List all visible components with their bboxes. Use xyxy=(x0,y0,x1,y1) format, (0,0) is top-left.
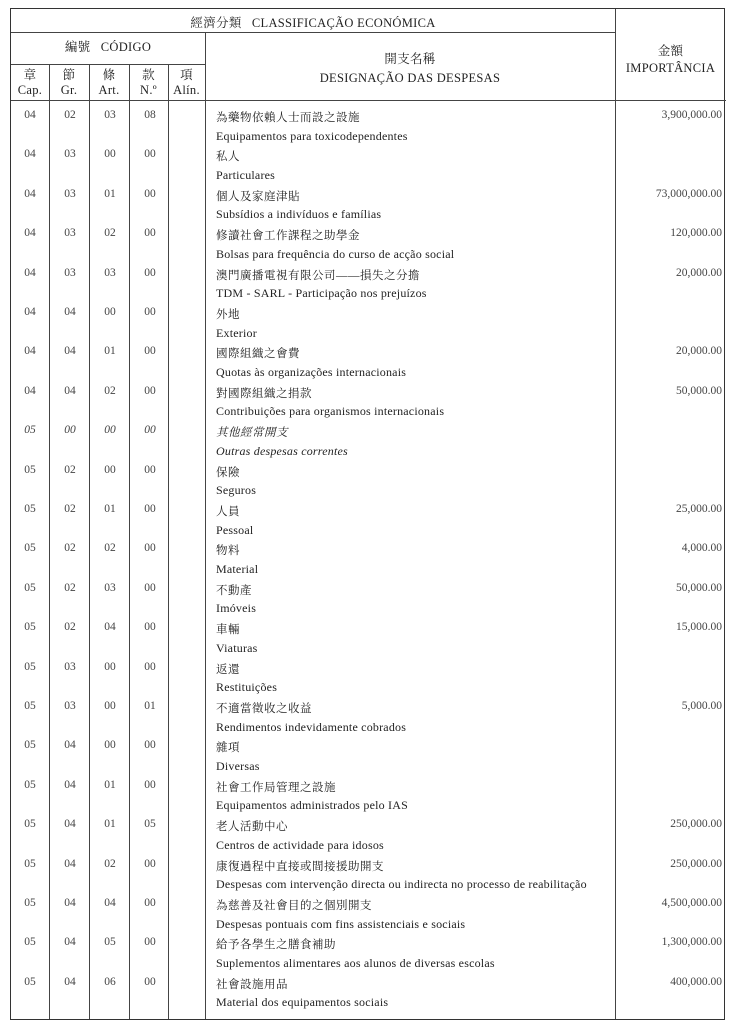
code-gr: 04 xyxy=(64,897,76,909)
code-cap: 05 xyxy=(24,897,36,909)
code-art: 04 xyxy=(104,621,116,634)
code-cap: 04 xyxy=(24,148,36,161)
code-art: 05 xyxy=(104,936,116,949)
designation-pt: Suplementos alimentares aos alunos de diversas escolas xyxy=(216,956,495,971)
table-row xyxy=(11,973,726,1010)
designation-pt: Subsídios a indivíduos e famílias xyxy=(216,207,382,222)
code-art: 00 xyxy=(104,424,116,437)
code-art: 01 xyxy=(104,818,116,831)
code-heading xyxy=(11,37,205,55)
code-gr: 04 xyxy=(64,818,76,831)
amount: 20,000.00 xyxy=(676,345,722,358)
code-num: 00 xyxy=(144,503,156,515)
code-num: 00 xyxy=(144,266,156,279)
col-gr-pt: Gr. xyxy=(60,83,78,97)
code-art: 02 xyxy=(104,384,116,397)
code-gr: 00 xyxy=(64,424,76,437)
code-num: 00 xyxy=(144,306,156,318)
header-divider xyxy=(11,100,726,101)
table-row xyxy=(11,382,726,419)
code-num: 05 xyxy=(144,818,156,831)
col-cap-pt: Cap. xyxy=(17,83,43,97)
designation-pt: Imóveis xyxy=(216,601,257,616)
designation-zh: 老人活動中心 xyxy=(216,821,288,834)
table-row xyxy=(11,342,726,380)
designation-zh: 給予各學生之膳食補助 xyxy=(216,939,336,952)
code-gr: 03 xyxy=(64,187,76,200)
designation-pt: Material xyxy=(216,562,259,577)
code-num: 00 xyxy=(144,581,156,594)
designation-zh: 不動產 xyxy=(216,584,252,597)
col-art-zh: 條 xyxy=(102,68,116,82)
code-gr: 02 xyxy=(64,621,76,634)
amount: 50,000.00 xyxy=(676,384,722,397)
code-cap: 05 xyxy=(24,660,36,673)
table-row xyxy=(11,894,726,931)
code-art: 03 xyxy=(104,109,116,121)
table-row xyxy=(11,855,726,892)
code-cap: 04 xyxy=(24,187,36,200)
code-art: 00 xyxy=(104,660,116,673)
table-row xyxy=(11,697,726,734)
code-zh: 編號 xyxy=(64,40,91,54)
table-row xyxy=(11,736,726,774)
code-num: 00 xyxy=(144,739,156,752)
code-gr: 03 xyxy=(64,700,76,712)
designation-zh: 個人及家庭津貼 xyxy=(216,190,300,203)
code-num: 00 xyxy=(144,778,156,791)
code-num: 08 xyxy=(144,109,156,121)
code-gr: 02 xyxy=(64,542,76,555)
designation-pt: Centros de actividade para idosos xyxy=(216,837,384,852)
amount: 1,300,000.00 xyxy=(661,936,722,949)
code-gr: 03 xyxy=(64,148,76,161)
code-art: 02 xyxy=(104,857,116,870)
designation-pt: Bolsas para frequência do curso de acção social xyxy=(216,246,455,261)
code-gr: 04 xyxy=(64,936,76,949)
header-divider xyxy=(11,32,615,33)
code-gr: 04 xyxy=(64,778,76,791)
table-row xyxy=(11,185,726,222)
designation-zh: 保險 xyxy=(216,466,240,479)
code-gr: 04 xyxy=(64,739,76,752)
designation-pt: Quotas às organizações internacionais xyxy=(216,365,407,380)
col-num-zh: 款 xyxy=(142,68,155,82)
designation-zh: 雜項 xyxy=(216,742,240,755)
designation-zh: 車輛 xyxy=(216,624,240,637)
amount: 20,000.00 xyxy=(676,266,722,279)
code-art: 02 xyxy=(104,227,116,240)
table-row xyxy=(11,776,726,813)
designation-pt: Material dos equipamentos sociais xyxy=(216,995,389,1010)
code-cap: 05 xyxy=(24,739,36,752)
classification-heading xyxy=(11,13,615,31)
table-row xyxy=(11,500,726,537)
code-num: 00 xyxy=(144,936,156,949)
code-num: 00 xyxy=(144,897,156,909)
code-cap: 05 xyxy=(24,424,36,437)
col-alin-pt: Alín. xyxy=(173,83,200,97)
amount: 120,000.00 xyxy=(670,227,722,240)
code-cap: 04 xyxy=(24,384,36,397)
code-num: 00 xyxy=(144,187,156,200)
amount: 50,000.00 xyxy=(676,581,722,594)
designation-pt: Rendimentos indevidamente cobrados xyxy=(216,719,407,734)
code-art: 00 xyxy=(104,463,116,476)
designation-zh: 澳門廣播電視有限公司——損失之分擔 xyxy=(216,269,420,282)
designation-zh: 返還 xyxy=(216,663,240,676)
amount: 73,000,000.00 xyxy=(655,187,722,200)
code-num: 00 xyxy=(144,463,156,476)
designation-pt: Diversas xyxy=(216,759,260,774)
code-cap: 05 xyxy=(24,975,36,988)
designation-zh: 社會設施用品 xyxy=(216,978,288,991)
col-alin-zh: 項 xyxy=(180,68,193,82)
table-row xyxy=(11,658,726,695)
table-row xyxy=(11,106,726,143)
code-art: 02 xyxy=(104,542,116,555)
classification-zh: 經濟分類 xyxy=(190,16,242,30)
code-num: 00 xyxy=(144,621,156,634)
code-cap: 04 xyxy=(24,345,36,358)
designation-pt: Particulares xyxy=(216,168,276,183)
designation-pt: TDM - SARL - Participação nos prejuízos xyxy=(216,286,427,301)
code-num: 00 xyxy=(144,660,156,673)
designation-pt: Contribuições para organismos internacionais xyxy=(216,404,445,419)
col-cap-zh: 章 xyxy=(23,68,37,82)
amount: 4,000.00 xyxy=(681,542,722,555)
table-row xyxy=(11,303,726,340)
amount: 250,000.00 xyxy=(670,818,722,831)
designation-zh: 開支名稱 xyxy=(384,52,436,66)
designation-zh: 不適當徵收之收益 xyxy=(216,703,312,715)
table-row xyxy=(11,618,726,655)
code-cap: 05 xyxy=(24,936,36,949)
designation-pt: DESIGNAÇÃO DAS DESPESAS xyxy=(319,71,501,85)
code-gr: 02 xyxy=(64,581,76,594)
code-cap: 05 xyxy=(24,778,36,791)
designation-zh: 私人 xyxy=(216,151,240,164)
code-gr: 04 xyxy=(64,345,76,358)
code-gr: 03 xyxy=(64,660,76,673)
designation-pt: Exterior xyxy=(216,325,257,340)
designation-zh: 外地 xyxy=(216,309,240,321)
code-gr: 04 xyxy=(64,975,76,988)
amount: 4,500,000.00 xyxy=(661,897,722,909)
amount: 5,000.00 xyxy=(681,700,722,712)
designation-pt: Viaturas xyxy=(216,640,258,655)
designation-zh: 其他經常開支 xyxy=(216,427,288,440)
code-cap: 05 xyxy=(24,818,36,831)
code-art: 03 xyxy=(104,581,116,594)
col-gr-zh: 節 xyxy=(62,68,76,82)
designation-zh: 物料 xyxy=(216,545,240,558)
designation-pt: Despesas pontuais com fins assistenciais e sociais xyxy=(216,916,466,931)
amount: 3,900,000.00 xyxy=(661,109,722,121)
table-row xyxy=(11,933,726,971)
amount: 15,000.00 xyxy=(676,621,722,634)
col-art-pt: Art. xyxy=(98,83,120,97)
table-row xyxy=(11,224,726,261)
code-cap: 05 xyxy=(24,857,36,870)
code-gr: 04 xyxy=(64,384,76,397)
code-art: 00 xyxy=(104,700,116,712)
code-gr: 03 xyxy=(64,266,76,279)
amount-zh: 金額 xyxy=(657,44,684,58)
amount: 250,000.00 xyxy=(670,857,722,870)
table-row xyxy=(11,421,726,458)
code-art: 01 xyxy=(104,503,116,515)
amount-pt: IMPORTÂNCIA xyxy=(625,61,716,75)
code-num: 00 xyxy=(144,857,156,870)
code-gr: 02 xyxy=(64,109,76,121)
table-row xyxy=(11,815,726,852)
designation-pt: Restituições xyxy=(216,680,278,695)
code-art: 00 xyxy=(104,148,116,161)
designation-zh: 為慈善及社會目的之個別開支 xyxy=(216,900,372,912)
code-art: 03 xyxy=(104,266,116,279)
col-num-pt: N.º xyxy=(140,83,157,97)
code-gr: 02 xyxy=(64,463,76,476)
designation-zh: 社會工作局管理之設施 xyxy=(216,781,336,794)
code-gr: 03 xyxy=(64,227,76,240)
amount: 25,000.00 xyxy=(676,503,722,515)
code-cap: 05 xyxy=(24,463,36,476)
code-num: 00 xyxy=(144,384,156,397)
designation-pt: Equipamentos para toxicodependentes xyxy=(216,128,408,143)
table-row xyxy=(11,145,726,183)
code-cap: 04 xyxy=(24,266,36,279)
code-cap: 05 xyxy=(24,700,36,712)
table-row xyxy=(11,461,726,498)
budget-table xyxy=(10,8,725,1020)
code-pt: CÓDIGO xyxy=(100,40,152,54)
designation-pt: Despesas com intervenção directa ou indirecta no processo de reabilitação xyxy=(216,877,587,892)
designation-pt: Equipamentos administrados pelo IAS xyxy=(216,798,408,813)
code-num: 00 xyxy=(144,227,156,240)
designation-zh: 修讀社會工作課程之助學金 xyxy=(216,230,360,243)
code-art: 00 xyxy=(104,306,116,318)
code-art: 06 xyxy=(104,975,116,988)
code-gr: 02 xyxy=(64,503,76,515)
designation-zh: 國際組織之會費 xyxy=(216,348,300,361)
table-row xyxy=(11,264,726,301)
designation-zh: 康復過程中直接或間接援助開支 xyxy=(216,860,384,873)
code-num: 00 xyxy=(144,148,156,161)
code-art: 01 xyxy=(104,778,116,791)
designation-pt: Pessoal xyxy=(216,522,254,537)
code-art: 04 xyxy=(104,897,116,909)
amount: 400,000.00 xyxy=(670,975,722,988)
code-cap: 05 xyxy=(24,621,36,634)
code-num: 00 xyxy=(144,542,156,555)
code-gr: 04 xyxy=(64,857,76,870)
table-row xyxy=(11,539,726,577)
code-gr: 04 xyxy=(64,306,76,318)
code-cap: 05 xyxy=(24,581,36,594)
code-art: 01 xyxy=(104,345,116,358)
code-num: 00 xyxy=(144,424,156,437)
designation-zh: 人員 xyxy=(216,506,240,518)
designation-zh: 為藥物依賴人士而設之設施 xyxy=(216,112,360,124)
code-cap: 04 xyxy=(24,306,36,318)
designation-pt: Outras despesas correntes xyxy=(216,443,348,458)
classification-pt: CLASSIFICAÇÃO ECONÓMICA xyxy=(251,16,436,30)
code-num: 00 xyxy=(144,345,156,358)
code-cap: 05 xyxy=(24,542,36,555)
code-art: 01 xyxy=(104,187,116,200)
table-row xyxy=(11,579,726,616)
code-num: 00 xyxy=(144,975,156,988)
code-cap: 04 xyxy=(24,109,36,121)
code-num: 01 xyxy=(144,700,156,712)
designation-pt: Seguros xyxy=(216,483,257,498)
code-cap: 04 xyxy=(24,227,36,240)
designation-zh: 對國際組織之捐款 xyxy=(216,387,312,400)
code-art: 00 xyxy=(104,739,116,752)
code-cap: 05 xyxy=(24,503,36,515)
